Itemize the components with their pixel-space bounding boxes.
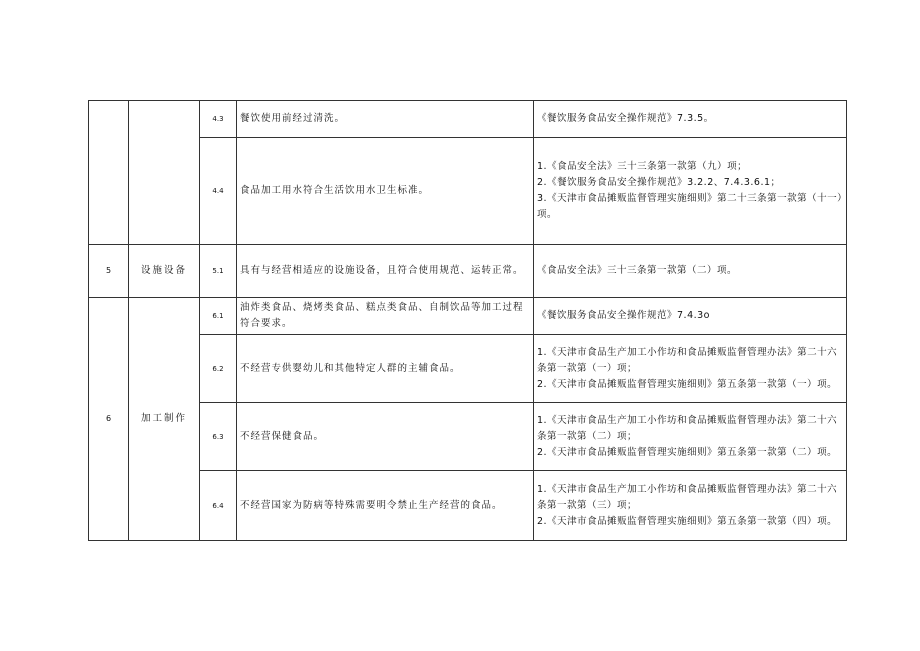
requirement-text: 不经营保健食品。: [237, 403, 534, 471]
legal-basis-cell: [534, 101, 847, 138]
legal-basis-cell: [534, 298, 847, 335]
requirement-text: 具有与经营相适应的设施设备，且符合使用规范、运转正常。: [237, 245, 534, 298]
sub-item-number: 6.4: [200, 471, 237, 541]
legal-basis-cell: [534, 138, 847, 245]
category-cell: 设施设备: [129, 245, 200, 298]
table-row: [89, 471, 847, 541]
table-row: [89, 245, 847, 298]
requirement-text: 不经营国家为防病等特殊需要明令禁止生产经营的食品。: [237, 471, 534, 541]
legal-basis-line: 3.《天津市食品摊贩监督管理实施细则》第二十三条第一款第（十一）项。: [537, 193, 843, 220]
category-cell: [129, 101, 200, 245]
sub-item-number: 5.1: [200, 245, 237, 298]
inspection-standard-table: [88, 100, 847, 541]
item-number-cell: [89, 101, 129, 245]
legal-basis-cell: [534, 471, 847, 541]
table-row: [89, 403, 847, 471]
legal-basis-line: 2.《天津市食品摊贩监督管理实施细则》第五条第一款第（四）项。: [537, 515, 838, 527]
sub-item-number: 6.1: [200, 298, 237, 335]
table-row: [89, 101, 847, 138]
sub-item-number: 4.4: [200, 138, 237, 245]
legal-basis-line: 《餐饮服务食品安全操作规范》7.3.5。: [537, 113, 714, 124]
requirement-text: 不经营专供婴幼儿和其他特定人群的主辅食品。: [237, 335, 534, 403]
requirement-text: 油炸类食品、烧烤类食品、糕点类食品、自制饮品等加工过程符合要求。: [237, 298, 534, 335]
legal-basis-line: 2.《天津市食品摊贩监督管理实施细则》第五条第一款第（一）项。: [537, 378, 838, 390]
sub-item-number: 6.2: [200, 335, 237, 403]
legal-basis-cell: [534, 335, 847, 403]
item-number-cell: 6: [89, 298, 129, 541]
legal-basis-line: 《食品安全法》三十三条第一款第（二）项。: [537, 265, 738, 276]
legal-basis-cell: [534, 245, 847, 298]
requirement-text: 餐饮使用前经过清洗。: [237, 101, 534, 138]
sub-item-number: 6.3: [200, 403, 237, 471]
table-row: [89, 138, 847, 245]
legal-basis-line: 1.《天津市食品生产加工小作坊和食品摊贩监督管理办法》第二十六条第一款第（二）项；: [537, 414, 838, 442]
requirement-text: 食品加工用水符合生活饮用水卫生标准。: [237, 138, 534, 245]
table-row: [89, 298, 847, 335]
legal-basis-line: 2.《天津市食品摊贩监督管理实施细则》第五条第一款第（二）项。: [537, 446, 838, 458]
item-number-cell: 5: [89, 245, 129, 298]
legal-basis-line: 1.《天津市食品生产加工小作坊和食品摊贩监督管理办法》第二十六条第一款第（一）项；: [537, 346, 838, 374]
legal-basis-line: 《餐饮服务食品安全操作规范》7.4.3o: [537, 310, 710, 321]
legal-basis-cell: [534, 403, 847, 471]
table-row: [89, 335, 847, 403]
legal-basis-line: 1.《天津市食品生产加工小作坊和食品摊贩监督管理办法》第二十六条第一款第（三）项；: [537, 483, 838, 511]
legal-basis-line: 1.《食品安全法》三十三条第一款第（九）项；: [537, 161, 748, 172]
category-cell: 加工制作: [129, 298, 200, 541]
legal-basis-line: 2.《餐饮服务食品安全操作规范》3.2.2、7.4.3.6.1；: [537, 177, 781, 188]
sub-item-number: 4.3: [200, 101, 237, 138]
